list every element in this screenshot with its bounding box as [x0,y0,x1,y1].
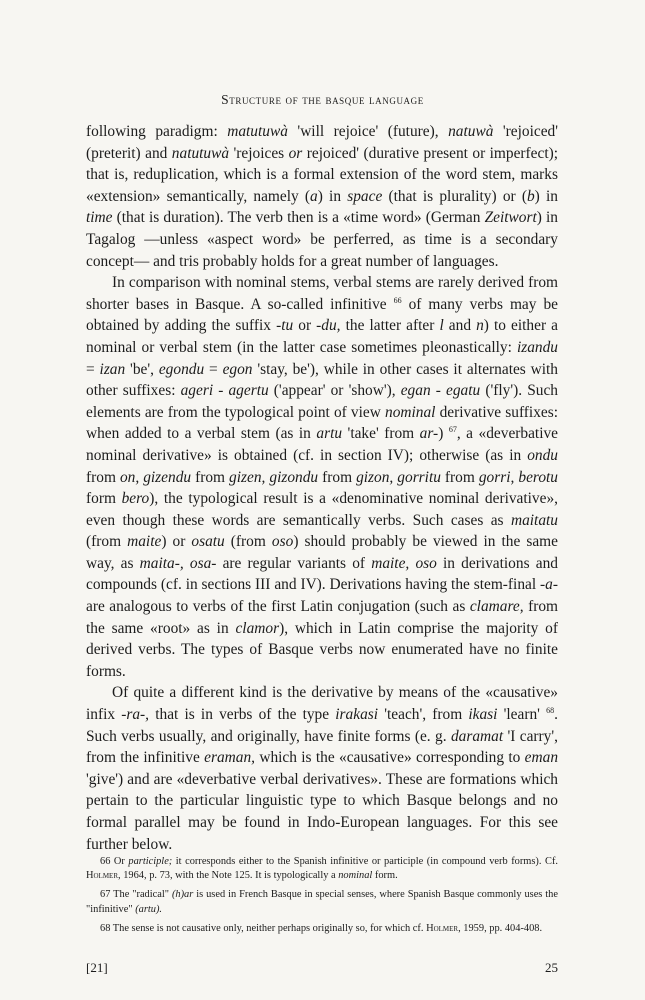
footnote-ref: 68 [546,706,555,716]
text-run: = [86,360,100,378]
footnote-ref: 66 [393,295,402,305]
italic-term: nominal [385,403,436,421]
text-run: which is the «causative» corresponding to [255,749,525,767]
text-run: ), the typological result is a «denominative nominal derivative», even though these words are semantically verbs. Such cases as [86,490,558,529]
italic-term: osatu [191,533,225,551]
text-run: it corresponds either to the Spanish infinitive or participle (in compound verb forms). Cf. [172,856,558,867]
text-run: the latter after [340,317,440,335]
italic-term: maite, [371,554,410,572]
text-run: of many verbs may be obtained by adding the suffix [86,295,558,335]
paragraph [86,272,558,682]
italic-term: -tu [276,317,294,335]
text-run: from [318,468,357,486]
text-run: 68 The sense is not causative only, neither perhaps originally so, for which cf. [100,922,427,934]
italic-term: (h)ar [171,889,194,901]
text-run: . Such verbs usually, and originally, have finite forms (e. g. [86,706,558,745]
text-run: 'give') and are «deverbative verbal derivatives». These are formations which pertain to the particular linguistic type to which Basque belongs and no formal parallel may be found in Indo-European languages. For this see further below. [86,770,558,853]
text-run: 'take' from [342,425,420,443]
italic-term: ikasi [468,706,498,724]
text-run: ) [438,425,449,443]
text-run: are regular variants of [216,554,372,572]
text-run: rejoiced' (durative present or imperfect); that is, reduplication, which is a formal extension of the word stem, marks «extension» semantically, namely ( [86,144,558,205]
text-run: Holmer [86,870,119,882]
text-run: , 1964, p. 73, with the Note 125. It is typologically a [118,870,339,882]
text-run: ) in Tagalog —unless «aspect word» be perferred, as time is a secondary concept— and tris probably holds for a great number of languages. [86,209,558,270]
italic-term: irakasi [335,706,379,724]
text-run: ('appear' or 'show'), [268,382,401,400]
italic-term: or [288,144,303,162]
italic-term: bero [121,490,150,508]
italic-term: l [439,317,444,335]
text-run: ) in [534,187,558,205]
italic-term: gizon, [356,468,394,486]
footnote [86,922,558,936]
italic-term: (artu). [135,903,163,915]
text-run: from [191,468,230,486]
text-run: are analogous to verbs of the first Latin conjugation (such as [86,598,470,616]
italic-term: gorritu [397,468,441,486]
italic-term: b [526,187,535,205]
text-run: ) in [317,187,348,205]
text-run: (from [224,533,272,551]
text-run: = [204,360,223,378]
text-run: 'rejoices [229,144,289,162]
italic-term: egon [222,360,253,378]
text-run: 66 Or [100,856,129,867]
italic-term: izandu [516,338,558,356]
main-text [86,121,558,855]
footnote [86,888,558,916]
text-run: 'teach', from [378,706,469,724]
italic-term: berotu [518,468,558,486]
italic-term: eraman, [204,749,256,767]
text-run: Holmer [426,922,459,934]
italic-term: artu [316,425,343,443]
italic-term: space [347,187,383,205]
text-run: ('fly'). Such elements are from the typological point of view [86,382,559,421]
italic-term: gizen, [229,468,266,486]
text-run: from the same «root» as in [86,598,558,637]
text-run: 'rejoiced' (preterit) and [86,123,558,162]
italic-term: a [310,187,318,205]
footnotes [86,855,558,941]
italic-term: egondu [158,360,205,378]
italic-term: ageri - agertu [180,382,269,400]
footnote-ref: 67 [448,425,457,435]
page-number: 25 [545,960,558,975]
italic-term: gizondu [269,468,319,486]
italic-term: ar- [419,425,439,443]
text-run: in derivations and compounds (cf. in sections III and IV). Derivations having the stem-final [86,554,558,594]
italic-term: oso [271,533,294,551]
text-run: and [443,317,477,335]
italic-term: clamor [235,619,280,637]
text-run: 'learn' [497,706,547,724]
text-run: (from [86,533,128,551]
text-run: ) or [161,533,192,551]
italic-term: daramat [450,727,504,745]
text-run: Of quite a different kind is the derivative by means of the «causative» infix [86,684,558,724]
italic-term: -ra-, [121,706,150,724]
text-run: derivative suffixes: when added to a verbal stem (as in [86,403,559,443]
italic-term: -du, [316,317,341,335]
text-run: 67 The "radical" [100,889,172,901]
text-run: (that is duration). The verb then is a «time word» (German [112,209,485,227]
text-run: 'be', [125,360,159,378]
italic-term: matutuwà [227,123,288,140]
footnote [86,855,558,883]
italic-term: n [476,317,484,335]
italic-term: natutuwà [171,144,230,162]
italic-term: on, [119,468,140,486]
italic-term: maitatu [510,511,558,529]
text-run: (that is plurality) or ( [382,187,527,205]
text-run: that is in verbs of the type [149,706,336,724]
text-run: 'will rejoice' (future), [287,123,449,140]
italic-term: participle; [128,856,173,867]
text-run: , 1959, pp. 404-408. [458,922,543,934]
italic-term: maite [127,533,162,551]
section-number: [21] [86,960,108,975]
italic-term: Zeitwort [484,209,537,227]
italic-term: izan [99,360,126,378]
text-run: ) to either a nominal or verbal stem (in the latter case sometimes pleonastically: [86,317,558,356]
italic-term: clamare, [469,598,524,616]
text-run: following paradigm: [86,123,228,140]
text-run: from [440,468,479,486]
text-run: form [86,490,122,508]
running-header: Structure of the basque language [221,92,424,107]
text-run: or [293,317,317,335]
text-run: In comparison with nominal stems, verbal stems are rarely derived from shorter bases in Basque. A so-called infinitive [86,274,558,313]
italic-term: oso [415,554,437,572]
italic-term: -a- [540,576,558,594]
italic-term: time [86,209,113,227]
text-run: from [86,468,120,486]
italic-term: gorri, [478,468,515,486]
italic-term: egan - egatu [400,382,481,400]
italic-term: nominal [338,870,373,882]
italic-term: eman [524,749,559,767]
italic-term: osa- [189,554,217,572]
paragraph [86,682,558,855]
text-run: form. [372,870,398,882]
text-run: 'I carry', from the infinitive [86,727,558,767]
italic-term: maita-, [139,554,184,572]
italic-term: natuwà [448,123,494,140]
text-run: , a «deverbative nominal derivative» is obtained (cf. in section IV); otherwise (as in [86,425,558,464]
italic-term: ondu [527,446,558,464]
paragraph [86,121,558,272]
text-run: is used in French Basque in special senses, where Spanish Basque commonly uses the "infinitive" [86,889,558,915]
italic-term: gizendu [143,468,192,486]
text-run: ), which in Latin comprise the majority of derived verbs. The types of Basque verbs now enumerated have no finite forms. [86,619,558,680]
text-run: 'stay, be'), while in other cases it alternates with other suffixes: [86,360,559,400]
text-run: ) should probably be viewed in the same way, as [86,533,558,572]
